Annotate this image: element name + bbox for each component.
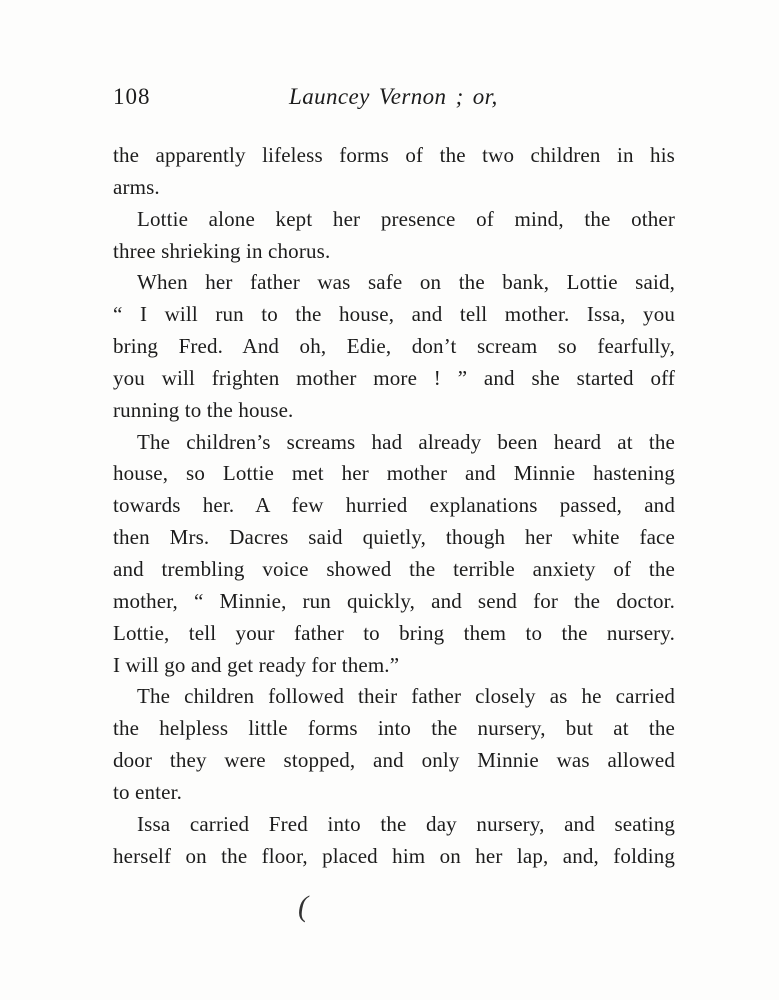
text-line: herself on the floor, placed him on her lap, and, folding bbox=[113, 843, 675, 868]
text-line: Lottie, tell your father to bring them to the nursery. bbox=[113, 620, 675, 645]
text-line: running to the house. bbox=[113, 397, 294, 422]
text-line: bring Fred. And oh, Edie, don’t scream so fearfully, bbox=[113, 334, 675, 359]
running-title: Launcey Vernon ; or, bbox=[289, 84, 498, 109]
text-line: mother, “ Minnie, run quickly, and send for the doctor. bbox=[113, 588, 675, 613]
text-line: door they were stopped, and only Minnie was allowed bbox=[113, 748, 675, 773]
body-text bbox=[113, 140, 675, 872]
text-line: Issa carried Fred into the day nursery, and seating bbox=[137, 811, 675, 836]
text-line: “ I will run to the house, and tell mother. Issa, you bbox=[113, 302, 675, 327]
text-line: The children followed their father closely as he carried bbox=[137, 684, 675, 709]
text-line: the apparently lifeless forms of the two children in his bbox=[113, 143, 675, 167]
text-line: three shrieking in chorus. bbox=[113, 238, 331, 263]
text-line: Lottie alone kept her presence of mind, the other bbox=[137, 206, 675, 231]
page-header bbox=[113, 84, 675, 120]
text-line: to enter. bbox=[113, 779, 182, 804]
text-line: I will go and get ready for them.” bbox=[113, 652, 400, 677]
text-line: When her father was safe on the bank, Lottie said, bbox=[137, 270, 675, 295]
text-line: towards her. A few hurried explanations passed, and bbox=[113, 493, 675, 518]
text-line: the helpless little forms into the nursery, but at the bbox=[113, 716, 675, 741]
text-line: arms. bbox=[113, 174, 160, 199]
stray-pen-mark: ( bbox=[298, 890, 308, 923]
text-line: The children’s screams had already been heard at the bbox=[137, 429, 675, 454]
page-number: 108 bbox=[113, 84, 151, 109]
text-line: then Mrs. Dacres said quietly, though her white face bbox=[113, 525, 675, 550]
text-line: house, so Lottie met her mother and Minnie hastening bbox=[113, 461, 675, 486]
text-line: you will frighten mother more ! ” and she started off bbox=[113, 365, 675, 390]
text-line: and trembling voice showed the terrible anxiety of the bbox=[113, 556, 675, 581]
